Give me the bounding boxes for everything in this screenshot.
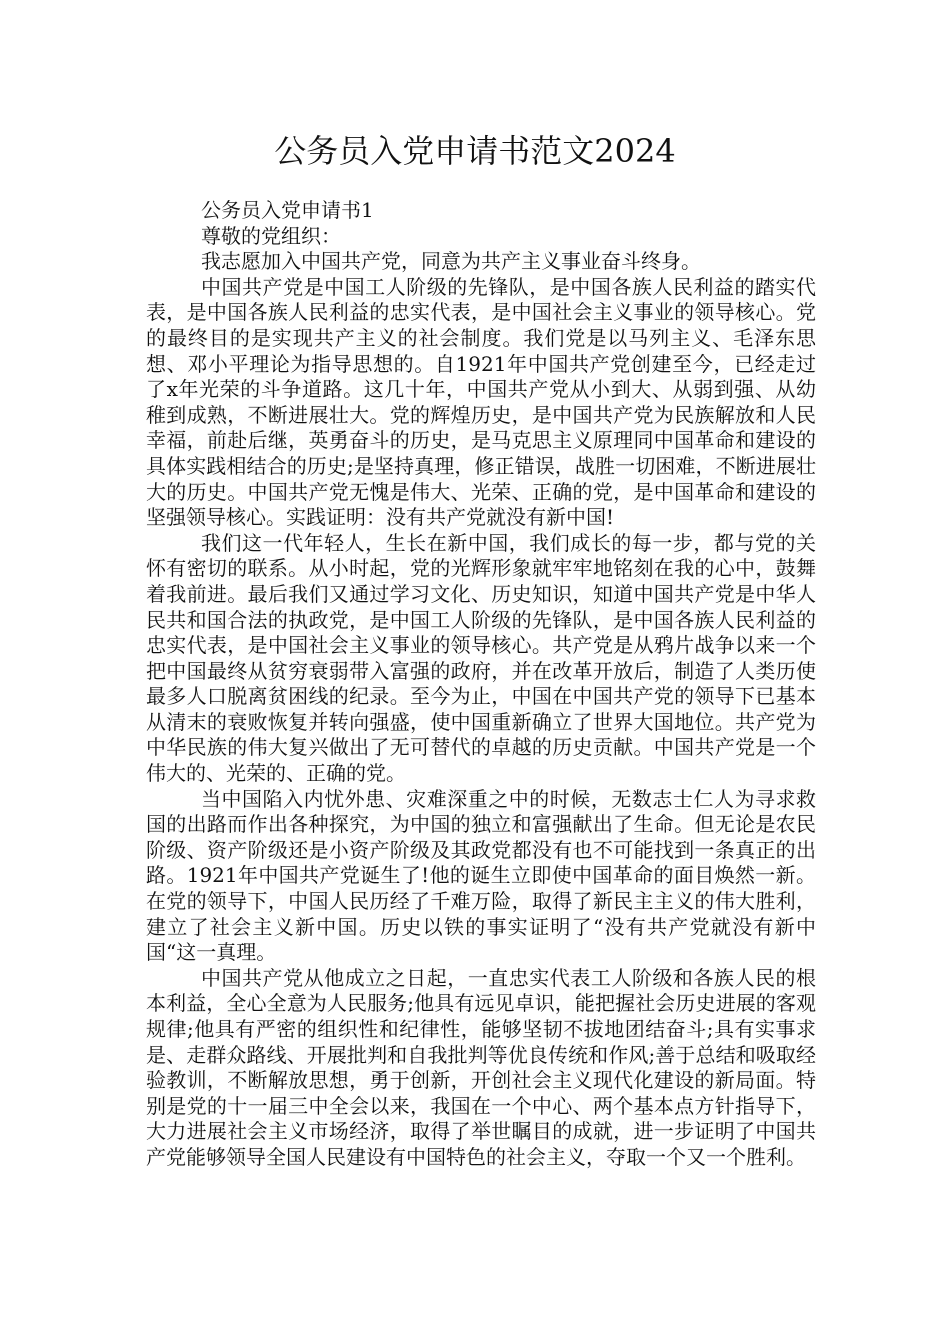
paragraph: 当中国陷入内忧外患、灾难深重之中的时候，无数志士仁人为寻求救国的出路而作出各种探究，为中国的独立和富强献出了生命。但无论是农民阶级、资产阶级还是小资产阶级及其政党都没有也不可能找到一条真正的出路。1921年中国共产党诞生了!他的诞生立即使中国革命的面目焕然一新。在党的领导下，中国人民历经了千难万险，取得了新民主主义的伟大胜利，建立了社会主义新中国。历史以铁的事实证明了“没有共产党就没有新中国“这一真理。: [146, 786, 816, 965]
paragraph: 我们这一代年轻人，生长在新中国，我们成长的每一步，都与党的关怀有密切的联系。从小时起，党的光辉形象就牢牢地铭刻在我的心中，鼓舞着我前进。最后我们又通过学习文化、历史知识，知道中国共产党是中华人民共和国合法的执政党，是中国工人阶级的先锋队，是中国各族人民利益的忠实代表，是中国社会主义事业的领导核心。共产党是从鸦片战争以来一个把中国最终从贫穷衰弱带入富强的政府，并在改革开放后，制造了人类历使最多人口脱离贫困线的纪录。至今为止，中国在中国共产党的领导下已基本从清末的衰败恢复并转向强盛，使中国重新确立了世界大国地位。共产党为中华民族的伟大复兴做出了无可替代的卓越的历史贡献。中国共产党是一个伟大的、光荣的、正确的党。: [146, 530, 816, 786]
section-heading: 公务员入党申请书1: [201, 198, 374, 222]
salutation: 尊敬的党组织：: [201, 223, 341, 248]
document-body: [146, 198, 816, 1171]
paragraph: 中国共产党是中国工人阶级的先锋队，是中国各族人民利益的踏实代表，是中国各族人民利益的忠实代表，是中国社会主义事业的领导核心。党的最终目的是实现共产主义的社会制度。我们党是以马列主义、毛泽东思想、邓小平理论为指导思想的。自1921年中国共产党创建至今，已经走过了x年光荣的斗争道路。这几十年，中国共产党从小到大、从弱到强、从幼稚到成熟，不断进展壮大。党的辉煌历史，是中国共产党为民族解放和人民幸福，前赴后继，英勇奋斗的历史，是马克思主义原理同中国革命和建设的具体实践相结合的历史;是坚持真理，修正错误，战胜一切困难，不断进展壮大的历史。中国共产党无愧是伟大、光荣、正确的党，是中国革命和建设的坚强领导核心。实践证明：没有共产党就没有新中国!: [146, 274, 816, 530]
paragraph: 我志愿加入中国共产党，同意为共产主义事业奋斗终身。: [201, 249, 701, 274]
document-title: 公务员入党申请书范文2024: [274, 132, 676, 170]
paragraph: 中国共产党从他成立之日起，一直忠实代表工人阶级和各族人民的根本利益，全心全意为人民服务;他具有远见卓识，能把握社会历史进展的客观规律;他具有严密的组织性和纪律性，能够坚韧不拔地团结奋斗;具有实事求是、走群众路线、开展批判和自我批判等优良传统和作风;善于总结和吸取经验教训，不断解放思想，勇于创新，开创社会主义现代化建设的新局面。特别是党的十一届三中全会以来，我国在一个中心、两个基本点方针指导下，大力进展社会主义市场经济，取得了举世瞩目的成就，进一步证明了中国共产党能够领导全国人民建设有中国特色的社会主义，夺取一个又一个胜利。: [146, 965, 816, 1169]
